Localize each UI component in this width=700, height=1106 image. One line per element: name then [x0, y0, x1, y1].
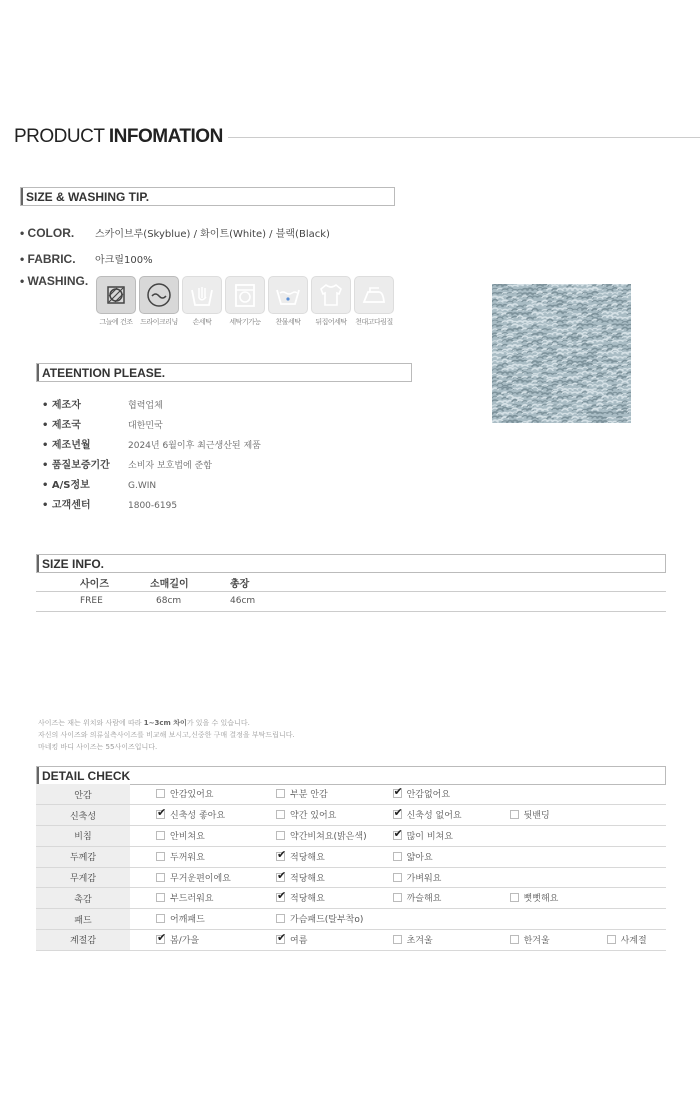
detail-category: 계절감: [36, 930, 130, 951]
wash-label: 그늘에 건조: [99, 318, 133, 326]
size-note-1: 사이즈는 재는 위치와 사람에 따라 1~3cm 차이가 있을 수 있습니다.: [38, 719, 250, 727]
wash-item-hand-wash: [182, 276, 222, 327]
checkbox[interactable]: [607, 935, 616, 944]
detail-option[interactable]: [276, 871, 325, 884]
detail-option[interactable]: [393, 808, 462, 821]
detail-option[interactable]: [276, 850, 325, 863]
detail-option-label: 안비쳐요: [170, 831, 205, 842]
size-washing-heading: SIZE & WASHING TIP.: [20, 187, 395, 206]
manufacturer-value: 협력업체: [128, 401, 163, 411]
table-row: [36, 930, 666, 951]
size-cell: FREE: [36, 591, 150, 611]
detail-option-cell: [581, 909, 666, 930]
wash-label: 드라이크리닝: [140, 318, 178, 326]
checked-checkbox[interactable]: [393, 789, 402, 798]
detail-option-label: 약간 있어요: [290, 811, 337, 822]
wash-label: 찬물세탁: [275, 318, 301, 326]
attention-row: [42, 416, 163, 431]
attention-row: [42, 396, 163, 411]
machine-wash-icon: [225, 276, 265, 314]
detail-option[interactable]: [156, 808, 225, 821]
detail-category: 두께감: [36, 846, 130, 867]
manufacture-date-label: • 제조년월: [42, 440, 91, 451]
table-row: [36, 846, 666, 867]
wash-item-machine-wash: [225, 276, 265, 327]
checked-checkbox[interactable]: [156, 935, 165, 944]
detail-option-cell: [581, 867, 666, 888]
detail-option-cell: [484, 888, 581, 909]
attention-row: [42, 456, 212, 471]
wash-label: 뒤집어세탁: [315, 318, 347, 326]
as-info-value: G.WIN: [128, 481, 157, 491]
detail-option-cell: [581, 930, 666, 951]
detail-option[interactable]: [393, 787, 450, 800]
detail-option-cell: [130, 867, 250, 888]
detail-option-label: 무거운편이에요: [170, 873, 231, 884]
checkbox[interactable]: [156, 914, 165, 923]
detail-option-cell: [581, 846, 666, 867]
detail-option-cell: [367, 784, 484, 805]
attention-row: [42, 436, 261, 451]
table-row: [36, 591, 666, 611]
checked-checkbox[interactable]: [276, 873, 285, 882]
detail-option[interactable]: [156, 871, 231, 884]
detail-option[interactable]: [276, 891, 325, 904]
detail-option[interactable]: [156, 829, 205, 842]
fabric-row: [20, 251, 153, 266]
detail-category: 비침: [36, 826, 130, 847]
fabric-label: • FABRIC.: [20, 252, 76, 266]
customer-center-value: 1800-6195: [128, 501, 178, 511]
checkbox[interactable]: [156, 852, 165, 861]
detail-option[interactable]: [393, 891, 442, 904]
detail-option-label: 봄/가을: [170, 935, 200, 946]
checkbox[interactable]: [393, 935, 402, 944]
detail-option-label: 부드러워요: [170, 894, 214, 905]
color-row: [20, 225, 330, 240]
detail-check-table: [36, 784, 666, 951]
detail-option-label: 약간비쳐요(밝은색): [290, 831, 367, 842]
attention-heading: ATEENTION PLEASE.: [36, 363, 412, 382]
customer-center-label: • 고객센터: [42, 500, 91, 511]
detail-option-cell: [484, 846, 581, 867]
checked-checkbox[interactable]: [393, 831, 402, 840]
checkbox[interactable]: [510, 935, 519, 944]
table-row: [36, 867, 666, 888]
checkbox[interactable]: [276, 810, 285, 819]
detail-option-cell: [250, 909, 367, 930]
size-note-3: 마네킹 바디 사이즈는 55사이즈입니다.: [38, 743, 158, 751]
sleeve-cell: 68cm: [150, 591, 230, 611]
detail-option-cell: [250, 846, 367, 867]
iron-icon: [354, 276, 394, 314]
detail-option-cell: [130, 826, 250, 847]
detail-option[interactable]: [276, 933, 307, 946]
column-header-size: 사이즈: [36, 574, 150, 591]
wash-item-inside-out: [311, 276, 351, 327]
detail-option-cell: [484, 930, 581, 951]
detail-option-label: 여름: [290, 935, 308, 946]
detail-option[interactable]: [393, 850, 433, 863]
wash-label: 천대고다림질: [355, 318, 393, 326]
country-value: 대한민국: [128, 421, 163, 431]
washing-label: • WASHING.: [20, 274, 89, 288]
dry-clean-icon: [139, 276, 179, 314]
size-note-2: 자신의 사이즈와 의류실측사이즈를 비교해 보시고,신중한 구매 결정을 부탁드립니다.: [38, 731, 295, 739]
detail-option[interactable]: [276, 787, 328, 800]
detail-option-cell: [367, 826, 484, 847]
color-value: 스카이브루(Skyblue) / 화이트(White) / 블랙(Black): [95, 229, 330, 240]
detail-option-cell: [250, 826, 367, 847]
detail-option-label: 신축성 없어요: [406, 811, 462, 822]
fabric-value: 아크릴100%: [95, 255, 153, 266]
fabric-swatch-image: [492, 284, 631, 423]
checkbox[interactable]: [156, 789, 165, 798]
washing-icons: [96, 276, 394, 327]
wash-item-iron: [354, 276, 394, 327]
size-table: [36, 574, 666, 612]
size-table-header: [36, 574, 666, 591]
detail-option-label: 까슬해요: [406, 894, 442, 905]
checked-checkbox[interactable]: [276, 852, 285, 861]
checkbox[interactable]: [156, 873, 165, 882]
detail-option[interactable]: [393, 871, 442, 884]
wash-item-dry-clean: [139, 276, 179, 327]
detail-option[interactable]: [276, 829, 367, 842]
checkbox[interactable]: [510, 893, 519, 902]
detail-option-label: 두꺼워요: [170, 852, 205, 863]
detail-option-label: 가슴패드(탈부착o): [290, 915, 364, 926]
table-row: [36, 826, 666, 847]
detail-category: 무게감: [36, 867, 130, 888]
detail-option-cell: [130, 909, 250, 930]
detail-option[interactable]: [156, 787, 213, 800]
detail-option-label: 초겨울: [406, 935, 433, 946]
detail-check-heading: DETAIL CHECK: [36, 766, 666, 785]
detail-option-label: 많이 비쳐요: [406, 831, 453, 842]
checkbox[interactable]: [276, 831, 285, 840]
detail-option[interactable]: [393, 829, 453, 842]
checkbox[interactable]: [276, 789, 285, 798]
detail-option-label: 적당해요: [290, 894, 325, 905]
detail-option-label: 부분 안감: [290, 790, 328, 801]
detail-option-label: 한겨울: [523, 935, 550, 946]
detail-option-cell: [484, 867, 581, 888]
detail-option-cell: [250, 784, 367, 805]
warranty-value: 소비자 보호법에 준함: [128, 461, 212, 471]
checked-checkbox[interactable]: [276, 893, 285, 902]
detail-option-cell: [367, 846, 484, 867]
detail-option-label: 적당해요: [290, 852, 325, 863]
washing-row: [20, 274, 95, 288]
cold-wash-icon: [268, 276, 308, 314]
checkbox[interactable]: [393, 852, 402, 861]
title-divider: [228, 137, 700, 138]
table-row: [36, 888, 666, 909]
wash-label: 손세탁: [192, 318, 212, 326]
table-row: [36, 805, 666, 826]
detail-option-cell: [367, 909, 484, 930]
checked-checkbox[interactable]: [393, 810, 402, 819]
detail-option[interactable]: [156, 912, 205, 925]
detail-option-cell: [250, 805, 367, 826]
detail-option-cell: [484, 826, 581, 847]
detail-option-label: 뻣뻣해요: [523, 894, 559, 905]
detail-option-label: 안감있어요: [170, 790, 214, 801]
attention-row: [42, 496, 177, 511]
checkbox[interactable]: [276, 914, 285, 923]
detail-option-cell: [484, 805, 581, 826]
attention-row: [42, 476, 156, 491]
detail-option-cell: [367, 867, 484, 888]
detail-option[interactable]: [510, 933, 550, 946]
column-header-sleeve: 소매길이: [150, 574, 230, 591]
detail-option-cell: [130, 930, 250, 951]
length-cell: 46cm: [230, 591, 666, 611]
detail-option-label: 얇아요: [406, 852, 433, 863]
table-row: [36, 784, 666, 805]
detail-option-label: 안감없어요: [406, 790, 451, 801]
checkbox[interactable]: [156, 831, 165, 840]
checkbox[interactable]: [393, 873, 402, 882]
detail-option-cell: [250, 930, 367, 951]
detail-option-cell: [250, 888, 367, 909]
detail-option-cell: [130, 784, 250, 805]
color-label: • COLOR.: [20, 226, 75, 240]
table-row: [36, 909, 666, 930]
detail-option-cell: [130, 888, 250, 909]
detail-category: 패드: [36, 909, 130, 930]
checked-checkbox[interactable]: [156, 810, 165, 819]
detail-category: 신축성: [36, 805, 130, 826]
detail-option-cell: [367, 930, 484, 951]
detail-option[interactable]: [607, 933, 647, 946]
size-info-heading: SIZE INFO.: [36, 554, 666, 573]
detail-option-cell: [581, 805, 666, 826]
column-header-length: 총장: [230, 574, 666, 591]
detail-option-label: 사계절: [620, 935, 647, 946]
detail-option-cell: [484, 909, 581, 930]
detail-option-label: 뒷밴딩: [523, 811, 550, 822]
checkbox[interactable]: [510, 810, 519, 819]
detail-option-cell: [581, 888, 666, 909]
detail-option-cell: [130, 805, 250, 826]
manufacturer-label: • 제조자: [42, 400, 81, 411]
page-title: PRODUCT INFOMATION: [14, 126, 223, 147]
detail-option-cell: [367, 888, 484, 909]
detail-option-cell: [581, 784, 666, 805]
detail-option-label: 신축성 좋아요: [170, 811, 226, 822]
wash-item-cold-wash: [268, 276, 308, 327]
wash-item-shade-dry: [96, 276, 136, 327]
detail-option[interactable]: [510, 891, 559, 904]
checked-checkbox[interactable]: [276, 935, 285, 944]
detail-category: 안감: [36, 784, 130, 805]
checkbox[interactable]: [393, 893, 402, 902]
hand-wash-icon: [182, 276, 222, 314]
as-info-label: • A/S정보: [42, 480, 90, 491]
detail-option-cell: [250, 867, 367, 888]
manufacture-date-value: 2024년 6월이후 최근생산된 제품: [128, 441, 261, 451]
detail-option[interactable]: [510, 808, 550, 821]
detail-option[interactable]: [156, 933, 199, 946]
country-label: • 제조국: [42, 420, 81, 431]
detail-option-label: 가벼워요: [406, 873, 442, 884]
detail-option-label: 어깨패드: [170, 915, 205, 926]
warranty-label: • 품질보증기간: [42, 460, 110, 471]
detail-option-cell: [484, 784, 581, 805]
inside-out-wash-icon: [311, 276, 351, 314]
detail-option-cell: [581, 826, 666, 847]
checkbox[interactable]: [156, 893, 165, 902]
detail-category: 촉감: [36, 888, 130, 909]
detail-option[interactable]: [156, 891, 213, 904]
detail-option[interactable]: [156, 850, 205, 863]
detail-option-cell: [367, 805, 484, 826]
shade-dry-icon: [96, 276, 136, 314]
detail-option[interactable]: [276, 912, 363, 925]
detail-option-label: 적당해요: [290, 873, 325, 884]
detail-option[interactable]: [276, 808, 336, 821]
detail-option-cell: [130, 846, 250, 867]
wash-label: 세탁기가능: [229, 318, 261, 326]
detail-option[interactable]: [393, 933, 433, 946]
